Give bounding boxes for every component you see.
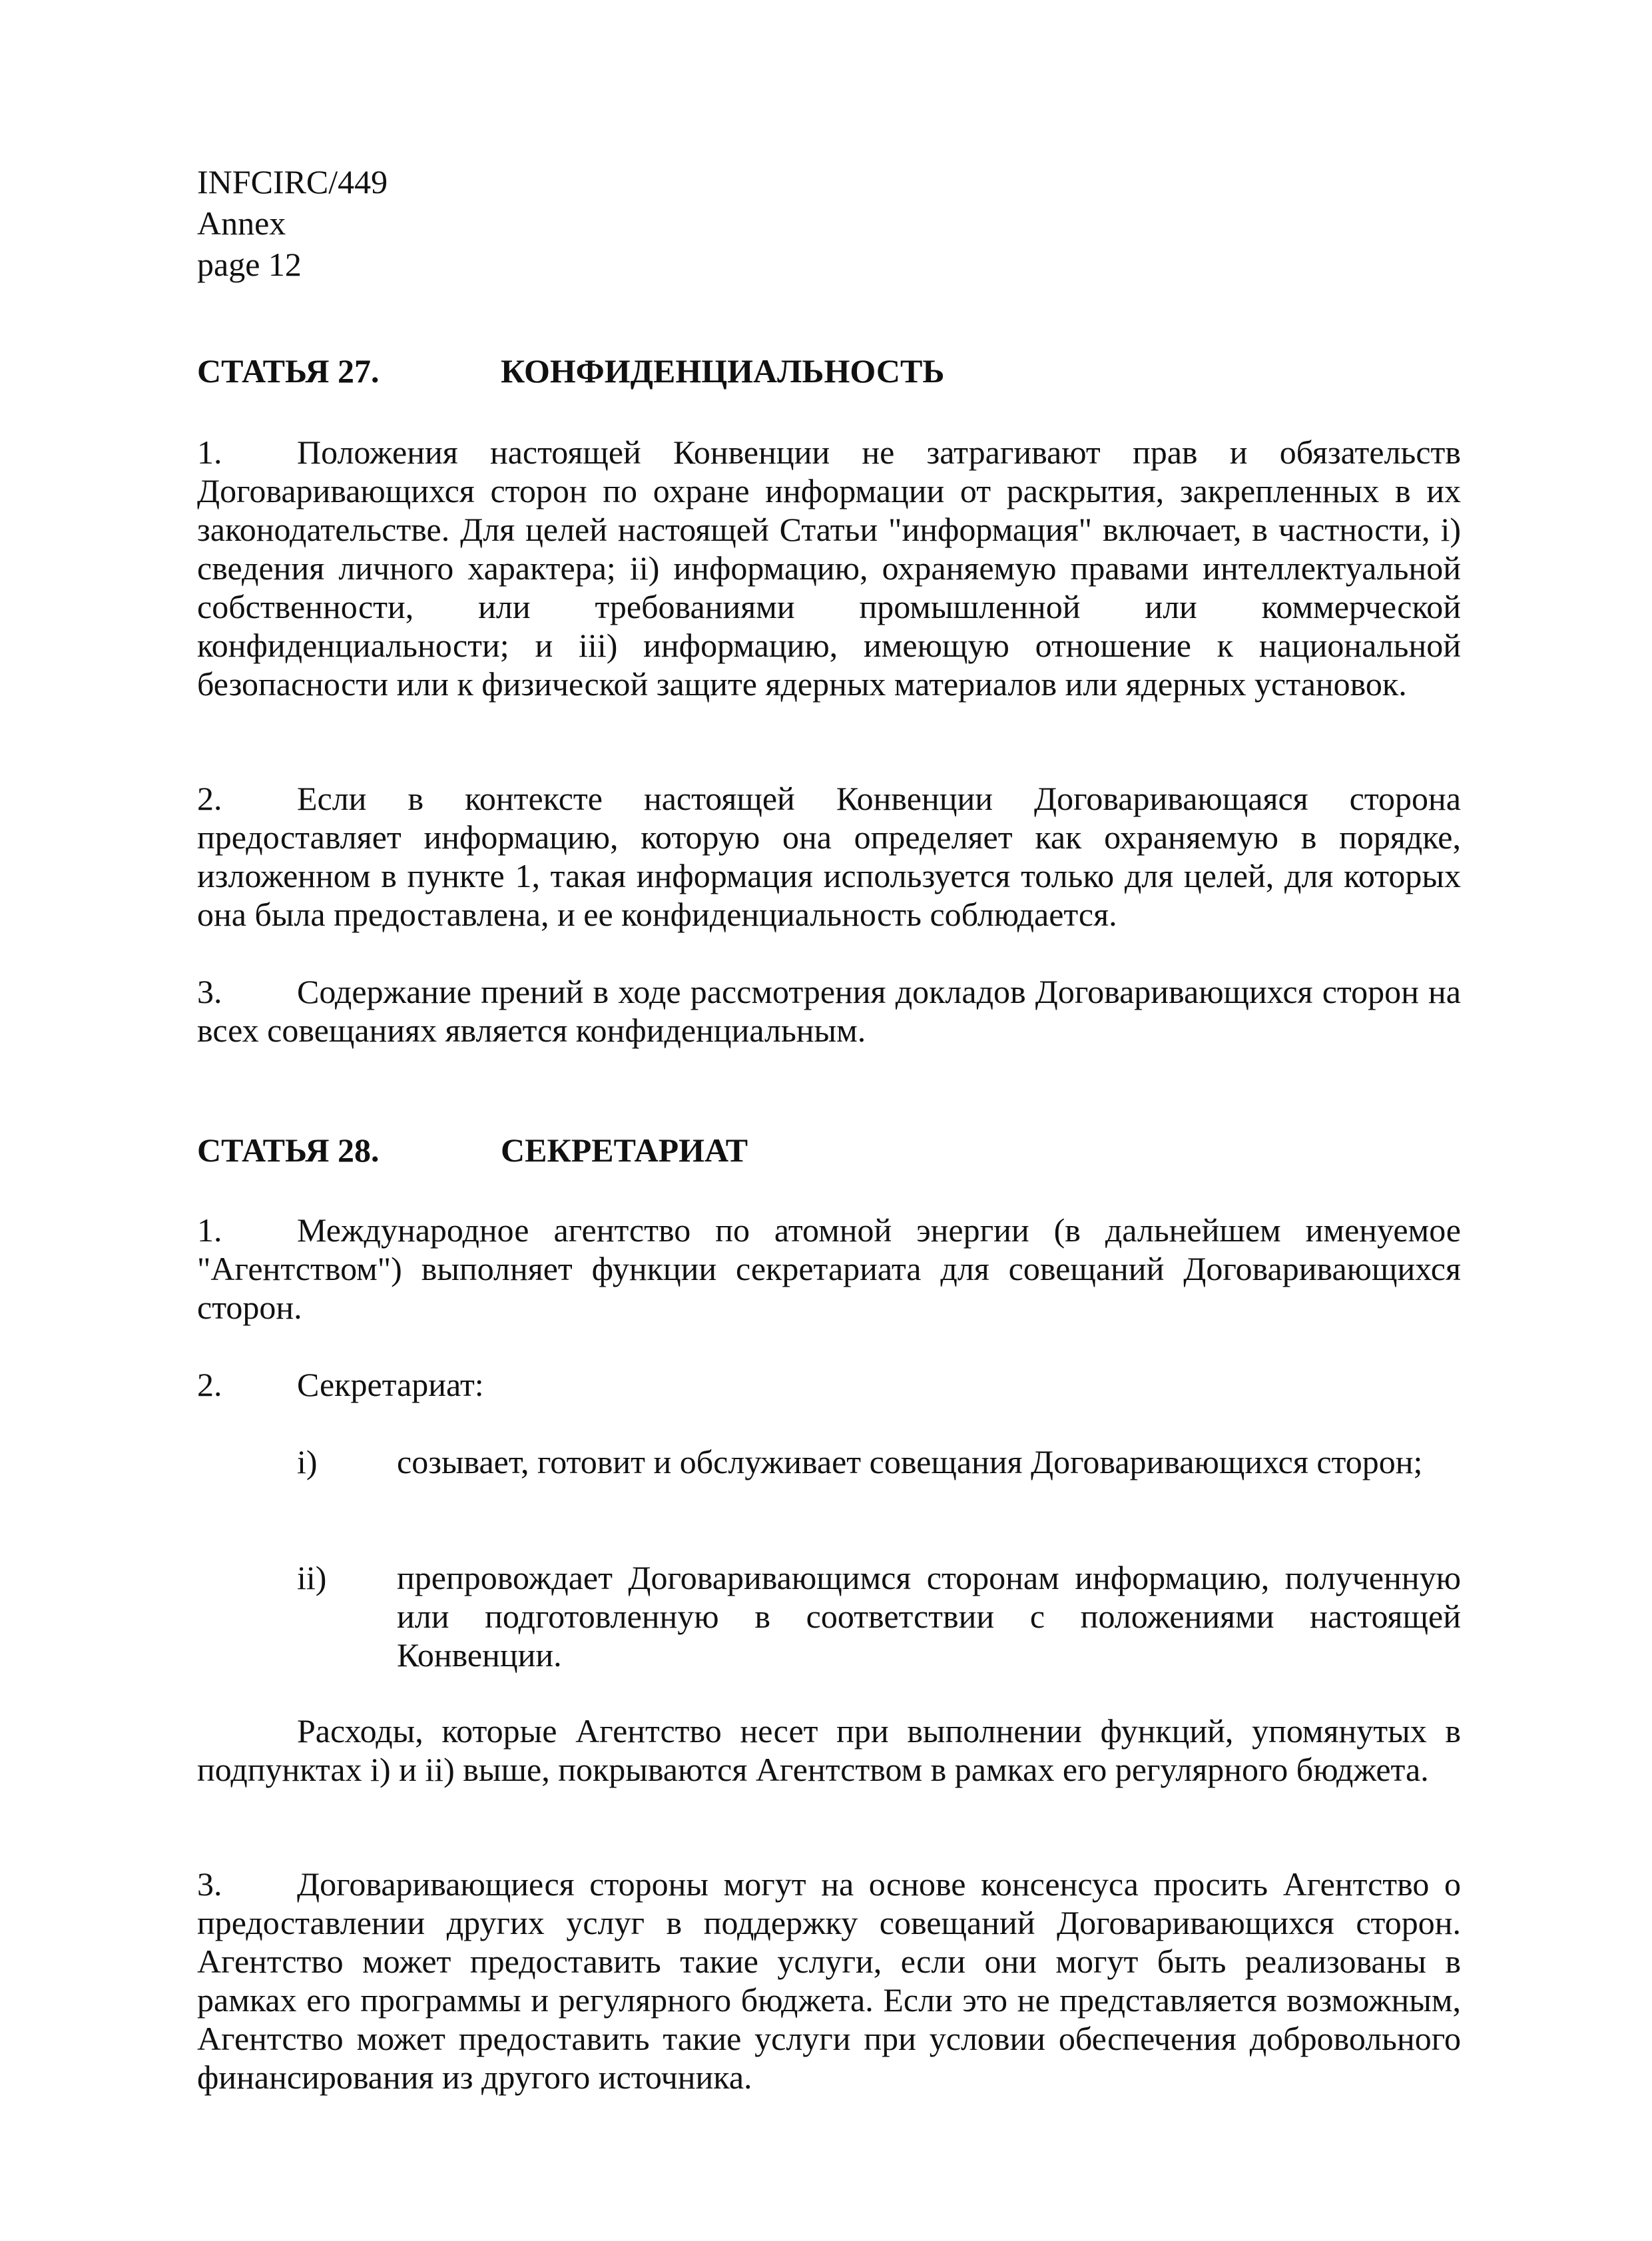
subitem-text: созывает, готовит и обслуживает совещания Договаривающихся сторон; [397,1443,1423,1480]
paragraph-text: Содержание прений в ходе рассмотрения докладов Договаривающихся сторон на всех совещаниях является конфиденциальным. [197,973,1461,1049]
article-28-number: СТАТЬЯ 28. [197,1131,380,1169]
article-28-paragraph-2 [197,1365,1461,1404]
page-header [197,161,388,285]
article-28-title: СЕКРЕТАРИАТ [501,1131,748,1169]
subitem-text: препровождает Договаривающимся сторонам информацию, полученную или подготовленную в соответствии с положениями настоящей Конвенции. [397,1559,1461,1674]
costs-paragraph [197,1712,1461,1789]
paragraph-label: 3. [197,1865,222,1903]
paragraph-text: Расходы, которые Агентство несет при выполнении функций, упомянутых в подпунктах i) и ii) выше, покрываются Агентством в рамках его регулярного бюджета. [197,1712,1461,1788]
article-27-title: КОНФИДЕНЦИАЛЬНОСТЬ [501,352,945,390]
paragraph-label: 3. [197,973,222,1010]
paragraph-label: 1. [197,1211,222,1249]
paragraph-text: Договаривающиеся стороны могут на основе консенсуса просить Агентство о предоставлении других услуг в поддержку совещаний Договаривающихся сторон. Агентство может предоставить такие услуги, если они могут быть реализованы в рамках его программы и регулярного бюджета. Если это не представляется возможным, Агентство может предоставить такие услуги при условии обеспечения добровольного финансирования из другого источника. [197,1865,1461,2096]
page-number: page 12 [197,246,302,283]
document-code: INFCIRC/449 [197,163,388,200]
subitem-marker: i) [297,1443,318,1480]
paragraph-text: Международное агентство по атомной энергии (в дальнейшем именуемое "Агентством") выполняет функции секретариата для совещаний Договаривающихся сторон. [197,1211,1461,1326]
paragraph-label: 1. [197,434,222,471]
paragraph-label: 2. [197,1366,222,1403]
article-28-paragraph-1 [197,1211,1461,1327]
article-27-paragraph-1 [197,433,1461,703]
paragraph-text: Положения настоящей Конвенции не затрагивают прав и обязательств Договаривающихся сторон по охране информации от раскрытия, закрепленных в их законодательстве. Для целей настоящей Статьи "информация" включает, в частности, i) сведения личного характера; ii) информацию, охраняемую правами интеллектуальной собственности, или требованиями промышленной или коммерческой конфиденциальности; и iii) информацию, имеющую отношение к национальной безопасности или к физической защите ядерных материалов или ядерных установок. [197,434,1461,703]
subitem-marker: ii) [297,1559,327,1596]
paragraph-text: Секретариат: [297,1366,484,1403]
article-28-paragraph-3 [197,1865,1461,2096]
annex-label: Annex [197,204,286,242]
article-27-paragraph-2 [197,779,1461,934]
article-27-number: СТАТЬЯ 27. [197,352,380,390]
paragraph-label: 2. [197,780,222,817]
paragraph-text: Если в контексте настоящей Конвенции Договаривающаяся сторона предоставляет информацию, которую она определяет как охраняемую в порядке, изложенном в пункте 1, такая информация используется только для целей, для которых она была предоставлена, и ее конфиденциальность соблюдается. [197,780,1461,933]
article-27-paragraph-3 [197,972,1461,1050]
